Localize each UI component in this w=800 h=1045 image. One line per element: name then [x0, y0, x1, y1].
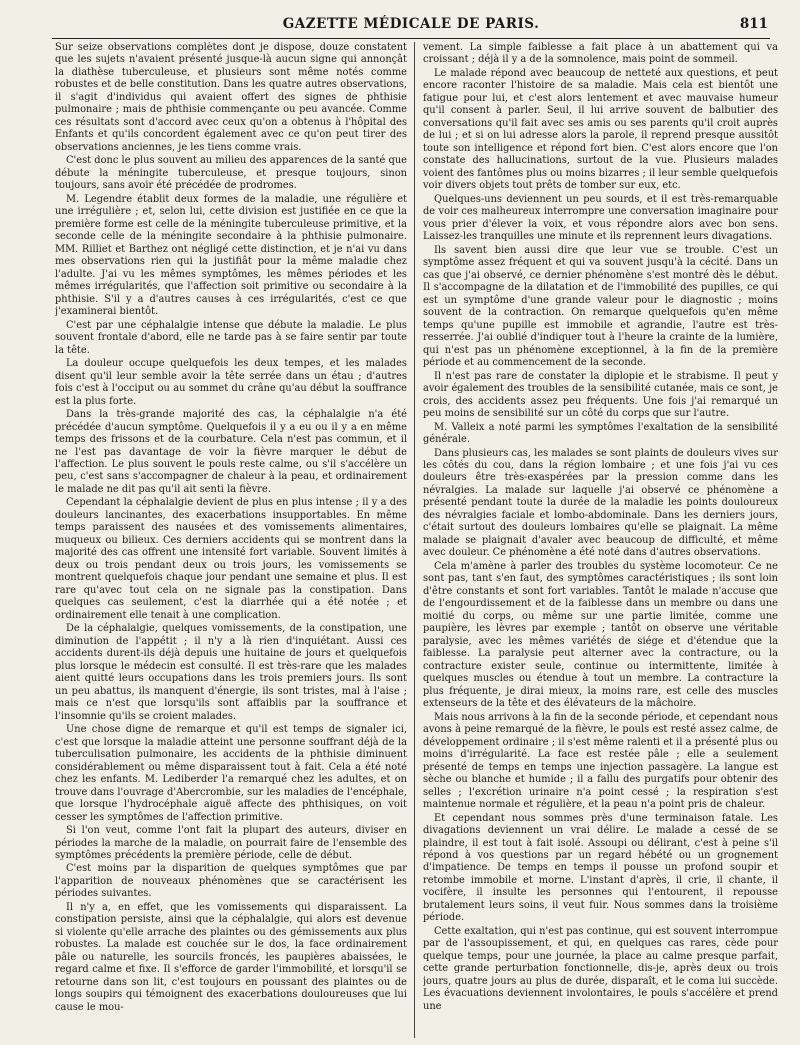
left-column [55, 42, 407, 1038]
paragraph: Dans plusieurs cas, les malades se sont plaints de douleurs vives sur les côtés du cou, dans la région lombaire ; et une fois j'ai vu ces douleurs être très-exaspérées par la pression comme dans les névralgies. La malade sur laquelle j'ai observé ce phénomène a présenté pendant toute la durée de la maladie les points douloureux des névralgies faciale et lombo-abdominale. Dans les derniers jours, c'était surtout des douleurs lombaires qu'elle se plaignait. La même malade se plaignait d'avaler avec beaucoup de difficulté, et même avec douleur. Ce phénomène a été noté dans d'autres observations. [423, 447, 778, 559]
paragraph: Sur seize observations complètes dont je dispose, douze constatent que les sujets n'avaient présenté jusque-là aucun signe qui annonçât la diathèse tuberculeuse, et plusieurs sont même notés comme robustes et de belle constitution. Dans les quatre autres observations, il s'agit d'individus qui avaient offert des signes de phthisie pulmonaire ; mais de phthisie commençante ou peu avancée. Comme ces résultats sont d'accord avec ceux qu'on a obtenus à l'hôpital des Enfants et qu'ils concordent également avec ce qu'on peut tirer des observations anciennes, je les tiens comme vrais. [55, 42, 407, 153]
paragraph: C'est par une céphalalgie intense que débute la maladie. Le plus souvent frontale d'abord, elle ne tarde pas à se faire sentir par toute la tête. [55, 319, 407, 356]
paragraph: Cette exaltation, qui n'est pas continue, qui est souvent interrompue par de l'assoupissement, et qui, en quelques cas rares, cède pour quelque temps, pour une journée, la place au calme presque parfait, cette grande perturbation fonctionnelle, dis-je, après deux ou trois jours, quatre jours au plus de durée, disparaît, et le coma lui succède. Les évacuations deviennent involontaires, le pouls s'accélère et prend une [423, 925, 778, 1012]
paragraph: C'est moins par la disparition de quelques symptômes que par l'apparition de nouveaux phénomènes que se caractérisent les périodes suivantes. [55, 863, 407, 900]
paragraph: Cela m'amène à parler des troubles du système locomoteur. Ce ne sont pas, tant s'en faut, des symptômes caractéristiques ; ils sont loin d'être constants et sont fort variables. Tantôt le malade n'accuse que de l'engourdissement et de la faiblesse dans un membre ou dans une moitié du corps, ou même sur une partie limitée, comme une paupière, les lèvres par exemple ; tantôt on observe une véritable paralysie, avec les mêmes variétés de siége et d'étendue que la faiblesse. La paralysie peut alterner avec la contracture, ou la contracture exister seule, continue ou intermittente, limitée à quelques muscles ou étendue à tout un membre. La contracture la plus fréquente, je dirai mieux, la moins rare, est celle des muscles extenseurs de la tête et des élévateurs de la mâchoire. [423, 560, 778, 710]
paragraph: Quelques-uns deviennent un peu sourds, et il est très-remarquable de voir ces malheureux interrompre une conversation imaginaire pour vous prier d'élever la voix, et vous répondre alors avec bon sens. Laissez-les tranquilles une minute et ils reprennent leurs divagations. [423, 193, 778, 243]
journal-title: GAZETTE MÉDICALE DE PARIS. [282, 16, 540, 32]
paragraph: Cependant la céphalalgie devient de plus en plus intense ; il y a des douleurs lancinantes, des exacerbations insupportables. En même temps paraissent des nausées et des vomissements alimentaires, muqueux ou bilieux. Ces derniers accidents qui se montrent dans la majorité des cas offrent une intensité fort variable. Souvent limités à deux ou trois pendant deux ou trois jours, les vomissements se montrent quelquefois chaque jour pendant une semaine et plus. Il est rare qu'avec tout cela on ne signale pas la constipation. Dans quelques cas seulement, c'est la diarrhée qui a été notée ; et ordinairement elle tenait à une complication. [55, 497, 407, 621]
paragraph: C'est donc le plus souvent au milieu des apparences de la santé que débute la méningite tuberculeuse, et presque toujours, sinon toujours, sans avoir été précédée de prodromes. [55, 155, 407, 192]
paragraph: Mais nous arrivons à la fin de la seconde période, et cependant nous avons à peine remarqué de la fièvre, le pouls est resté assez calme, de développement ordinaire ; il s'est même ralenti et il a présenté plus ou moins d'irrégularité. La face est restée pâle ; elle a seulement présenté de temps en temps une injection passagère. La langue est sèche ou blanche et humide ; il a fallu des purgatifs pour obtenir des selles ; l'excrétion urinaire n'a point cessé ; la respiration s'est maintenue normale et régulière, et la peau n'a point pris de chaleur. [423, 711, 778, 811]
right-column [423, 42, 778, 1038]
paragraph: M. Valleix a noté parmi les symptômes l'exaltation de la sensibilité générale. [423, 421, 778, 446]
paragraph: Il n'y a, en effet, que les vomissements qui disparaissent. La constipation persiste, ainsi que la céphalalgie, qui alors est devenue si violente qu'elle arrache des plaintes ou des gémissements aux plus robustes. La malade est couchée sur le dos, la face ordinairement pâle ou naturelle, les sourcils froncés, les paupières abaissées, le regard calme et fixe. Il s'efforce de garder l'immobilité, et lorsqu'il se retourne dans son lit, c'est toujours en poussant des plaintes ou de longs soupirs qui témoignent des exacerbations douloureuses que lui cause le mou- [55, 901, 407, 1013]
paragraph: De la céphalalgie, quelques vomissements, de la constipation, une diminution de l'appétit ; il n'y a là rien d'inquiétant. Aussi ces accidents durent-ils déjà depuis une huitaine de jours et quelquefois plus lorsque le médecin est consulté. Il est très-rare que les malades aient quitté leurs occupations dans les trois premiers jours. Ils sont un peu abattus, ils manquent d'énergie, ils sont tristes, mal à l'aise ; mais ce n'est que lorsqu'ils sont affaiblis par la souffrance et l'insomnie qu'ils se croient malades. [55, 623, 407, 722]
page-header [52, 14, 770, 39]
paragraph: Et cependant nous sommes près d'une terminaison fatale. Les divagations deviennent un vrai délire. Le malade a cessé de se plaindre, il est tout à fait isolé. Assoupi ou délirant, c'est à peine s'il répond à vos questions par un regard hébété ou un grognement d'impatience. De temps en temps il pousse un profond soupir et retombe immobile et morne. L'instant d'après, il crie, il chante, il vocifère, il insulte les personnes qui l'entourent, il repousse brutalement leurs soins, il veut fuir. Nous sommes dans la troisième période. [423, 812, 778, 924]
paragraph: Il n'est pas rare de constater la diplopie et le strabisme. Il peut y avoir également des troubles de la sensibilité cutanée, mais ce sont, je crois, des accidents assez peu fréquents. Une fois j'ai remarqué un peu moins de sensibilité sur un côté du corps que sur l'autre. [423, 370, 778, 420]
column-divider [414, 42, 415, 1038]
paragraph: Ils savent bien aussi dire que leur vue se trouble. C'est un symptôme assez fréquent et qui va souvent jusqu'à la cécité. Dans un cas que j'ai observé, ce dernier phénomène s'est montré dès le début. Il s'accompagne de la dilatation et de l'immobilité des pupilles, ce qui est un symptôme d'une grande valeur pour le diagnostic ; moins souvent de la contraction. On remarque quelquefois qu'en même temps qu'une pupille est immobile et agrandie, l'autre est très-resserrée. J'ai oublié d'indiquer tout à l'heure la crainte de la lumière, qui n'est pas un phénomène exceptionnel, à la fin de la première période et au commencement de la seconde. [423, 244, 778, 369]
paragraph: Si l'on veut, comme l'ont fait la plupart des auteurs, diviser en périodes la marche de la maladie, on pourrait faire de l'ensemble des symptômes précédents la première période, celle de début. [55, 825, 407, 861]
paragraph: vement. La simple faiblesse a fait place à un abattement qui va croissant ; déjà il y a de la somnolence, mais point de sommeil. [423, 42, 778, 66]
paragraph: Dans la très-grande majorité des cas, la céphalalgie n'a été précédée d'aucun symptôme. Quelquefois il y a eu ou il y a en même temps des frissons et de la courbature. Cela n'est pas commun, et il ne l'est pas davantage de voir la fièvre marquer le début de l'affection. Le plus souvent le pouls reste calme, ou s'il s'accélère un peu, c'est sans s'accompagner de chaleur à la peau, et ordinairement le malade ne dit pas qu'il ait senti la fièvre. [55, 409, 407, 495]
paragraph: Le malade répond avec beaucoup de netteté aux questions, et peut encore raconter l'histoire de sa maladie. Mais cela est bientôt une fatigue pour lui, et c'est alors lentement et avec mauvaise humeur qu'il consent à parler. Seul, il lui arrive souvent de balbutier des conversations qu'il fait avec ses amis ou ses parents qu'il croit auprès de lui ; et si on lui adresse alors la parole, il reprend presque aussitôt toute son intelligence et répond fort bien. C'est alors encore que l'on constate des hallucinations, surtout de la vue. Plusieurs malades voient des fantômes plus ou moins bizarres ; il leur semble quelquefois voir divers objets tout prêts de tomber sur eux, etc. [423, 67, 778, 192]
paragraph: La douleur occupe quelquefois les deux tempes, et les malades disent qu'il leur semble avoir la tête serrée dans un étau ; d'autres fois c'est à l'occiput ou au sommet du crâne qu'au début la souffrance est la plus forte. [55, 358, 407, 407]
paragraph: M. Legendre établit deux formes de la maladie, une régulière et une irrégulière ; et, selon lui, cette division est justifiée en ce que la première forme est celle de la méningite tuberculeuse primitive, et la seconde celle de la méningite secondaire à la phthisie pulmonaire. MM. Rilliet et Barthez ont négligé cette distinction, et je n'ai vu dans mes observations rien qui la justifiât pour la même maladie chez l'adulte. J'ai vu les mêmes symptômes, les mêmes périodes et les mêmes irrégularités, que l'affection soit primitive ou secondaire à la phthisie. S'il y a d'autres causes à ces irrégularités, c'est ce que j'examinerai bientôt. [55, 193, 407, 318]
page-number: 811 [739, 16, 768, 32]
paragraph: Une chose digne de remarque et qu'il est temps de signaler ici, c'est que lorsque la maladie atteint une personne souffrant déjà de la tuberculisation pulmonaire, les accidents de la phthisie diminuent considérablement ou même disparaissent tout à fait. Cela a été noté chez les enfants. M. Lediberder l'a remarqué chez les adultes, et on trouve dans l'ouvrage d'Abercrombie, sur les maladies de l'encéphale, que lorsque l'hydrocéphale aiguë affecte des phthisiques, on voit cesser les symptômes de l'affection primitive. [55, 724, 407, 823]
